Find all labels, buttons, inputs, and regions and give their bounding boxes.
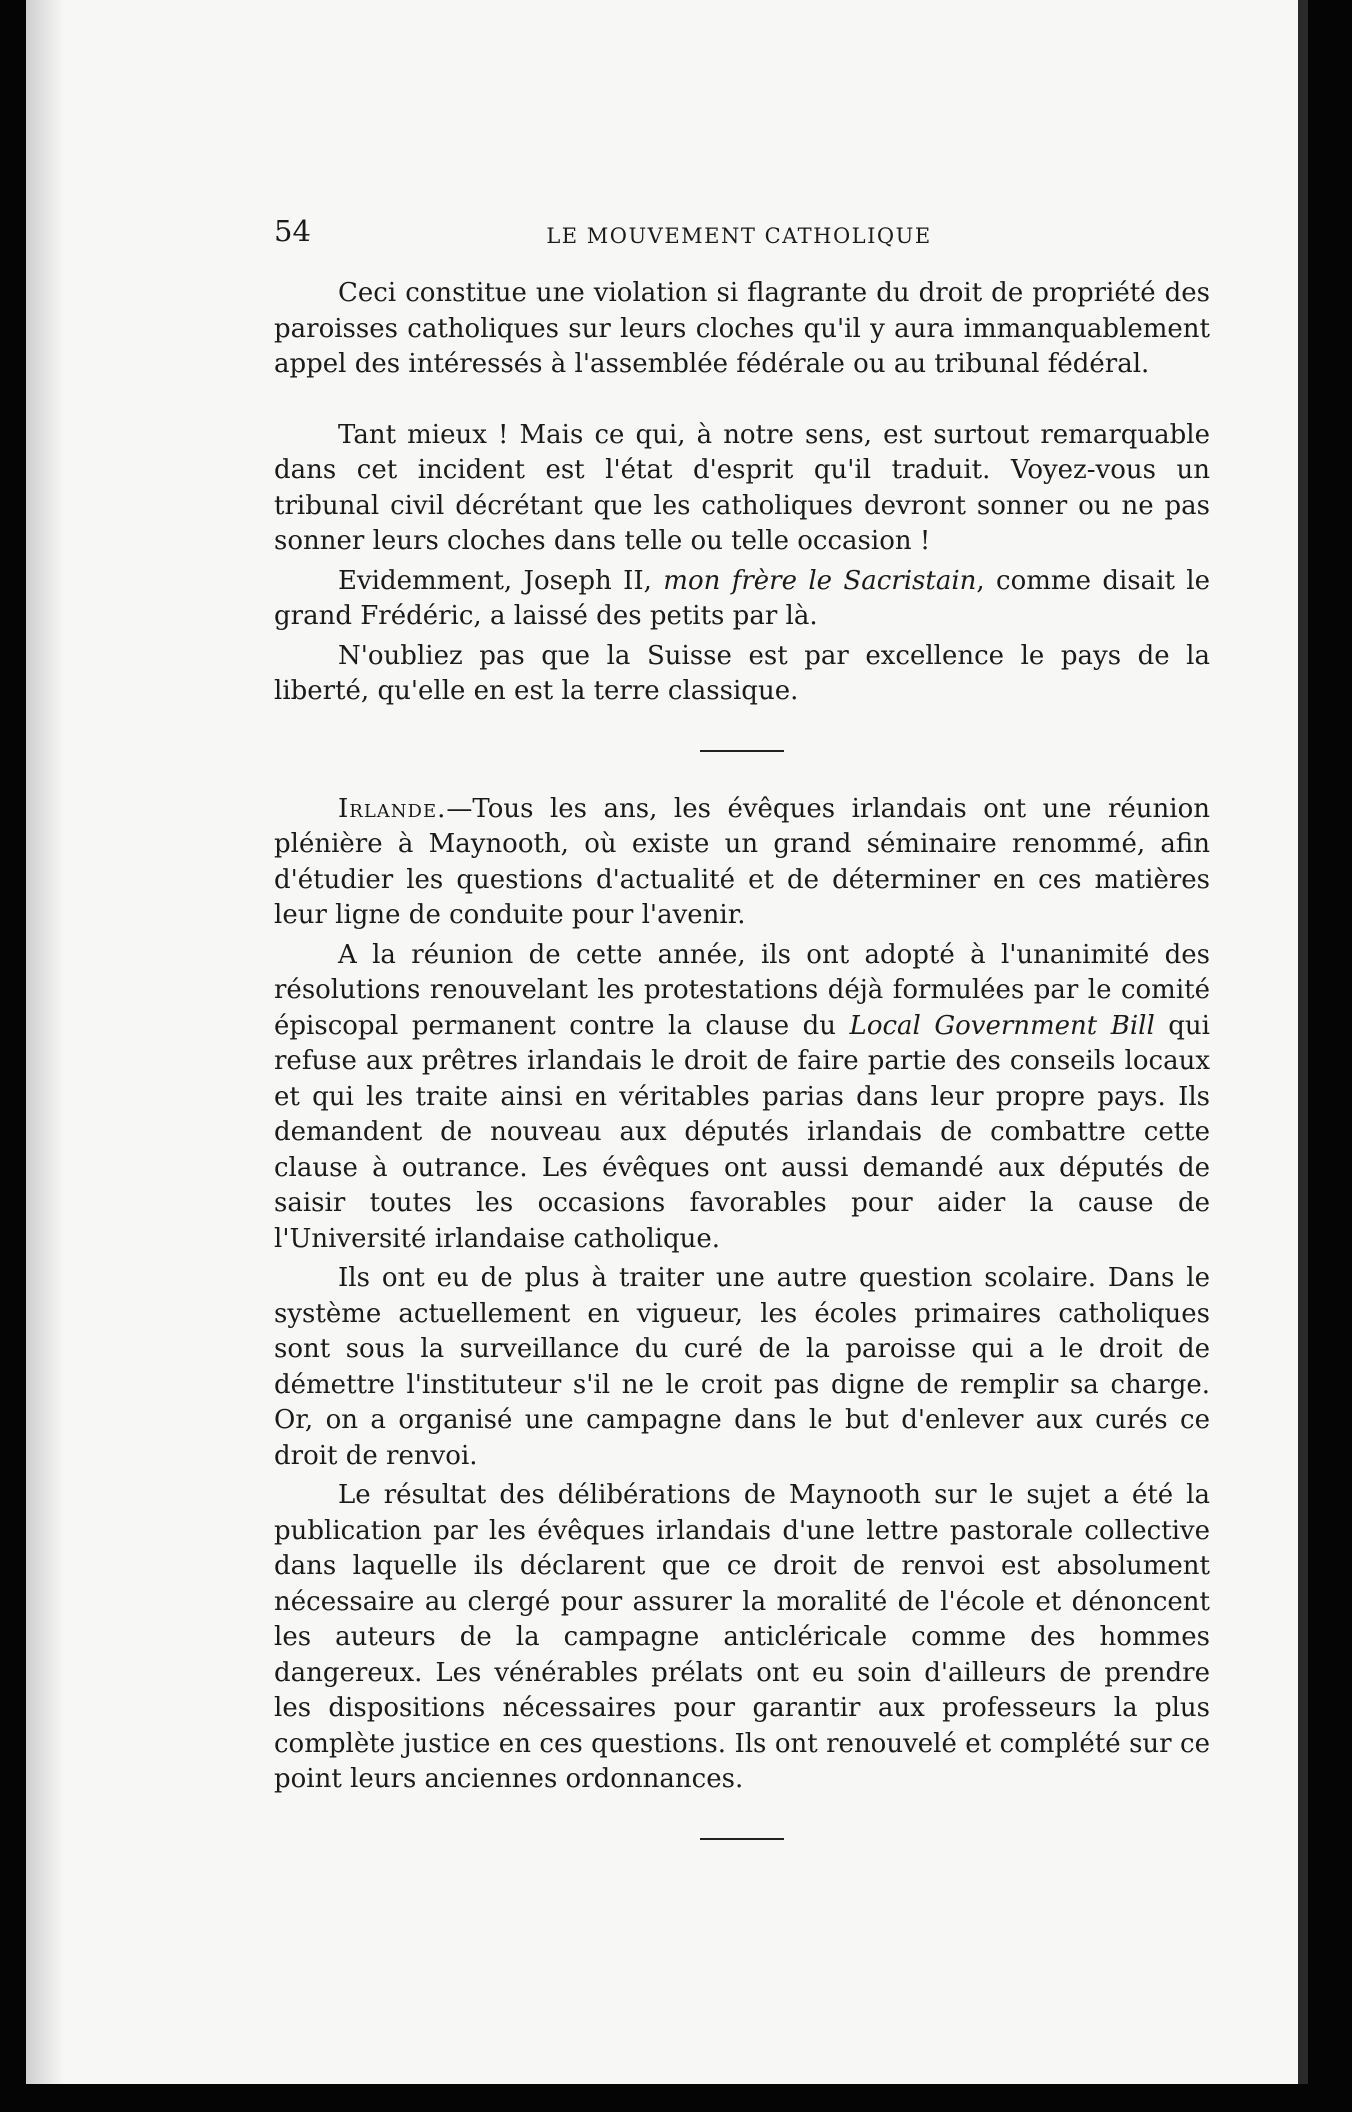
paragraph-text: —Tous les ans, les évêques irlandais ont une réunion plénière à Maynooth, où existe un grand séminaire renommé, afin d'étudier les questions d'actualité et de déterminer en ces matières leur ligne de conduite pour l'avenir. — [274, 793, 1210, 930]
page-gutter-shadow — [26, 0, 64, 2084]
page-number: 54 — [274, 214, 311, 248]
paragraph-irlande-3: Ils ont eu de plus à traiter une autre question scolaire. Dans le système actuellement en vigueur, les écoles primaires catholiques sont sous la surveillance du curé de la paroisse qui a le droit de démettre l'instituteur s'il ne le croit pas digne de remplir sa charge. Or, on a organisé une campagne dans le but d'enlever aux curés ce droit de renvoi. — [274, 1263, 1210, 1471]
section-heading-irlande: Irlande. — [338, 793, 447, 824]
paragraph-suisse-2: Tant mieux ! Mais ce qui, à notre sens, est surtout remarquable dans cet incident est l'état d'esprit qu'il traduit. Voyez-vous un tribunal civil décrétant que les catholiques devront sonner ou ne pas sonner leurs cloches dans telle ou telle occasion ! — [274, 419, 1210, 556]
running-title: LE MOUVEMENT CATHOLIQUE — [546, 224, 932, 248]
paragraph-suisse-4: N'oubliez pas que la Suisse est par excellence le pays de la liberté, qu'elle en est la terre classique. — [274, 640, 1210, 706]
paragraph-text: qui refuse aux prêtres irlandais le droit de faire partie des conseils locaux et qui les traite ainsi en véritables parias dans leur propre pays. Ils demandent de nouveau aux députés irlandais de combattre cette clause à outrance. Les évêques ont aussi demandé aux députés de saisir toutes les occasions favorables pour aider la cause de l'Université irlandaise catholique. — [274, 1010, 1210, 1254]
body-text — [274, 276, 1210, 1880]
end-divider — [700, 1838, 784, 1840]
paragraph-irlande-1 — [274, 792, 1210, 934]
paragraph-text: , comme disait le grand Frédéric, a laissé des petits par là. — [274, 565, 1210, 631]
paragraph-irlande-2 — [274, 938, 1210, 1258]
italic-quote: mon frère le Sacristain — [663, 565, 977, 596]
paragraph-suisse-1: Ceci constitue une violation si flagrante du droit de propriété des paroisses catholiques sur leurs cloches qu'il y aura immanquablement appel des intéressés à l'assemblée fédérale ou au tribunal fédéral. — [274, 278, 1210, 379]
page-header — [274, 214, 1204, 254]
paragraph-suisse-3 — [274, 564, 1210, 635]
italic-bill-name: Local Government Bill — [849, 1010, 1155, 1041]
book-page — [26, 0, 1308, 2084]
paragraph-irlande-4: Le résultat des délibérations de Maynooth sur le sujet a été la publication par les évêques irlandais d'une lettre pastorale collective dans laquelle ils déclarent que ce droit de renvoi est absolument nécessaire au clergé pour assurer la moralité de l'école et dénoncent les auteurs de la campagne anticléricale comme des hommes dangereux. Les vénérables prélats ont eu soin d'ailleurs de prendre les dispositions nécessaires pour garantir aux professeurs la plus complète justice en ces questions. Ils ont renouvelé et complété sur ce point leurs anciennes ordonnances. — [274, 1480, 1210, 1794]
section-divider — [700, 750, 784, 752]
paragraph-text: Evidemment, Joseph II, — [338, 565, 664, 596]
paragraph-text: A la réunion de cette année, ils ont adopté à l'unanimité des résolutions renouvelant les protestations déjà formulées par le comité épiscopal permanent contre la clause du — [274, 939, 1210, 1041]
